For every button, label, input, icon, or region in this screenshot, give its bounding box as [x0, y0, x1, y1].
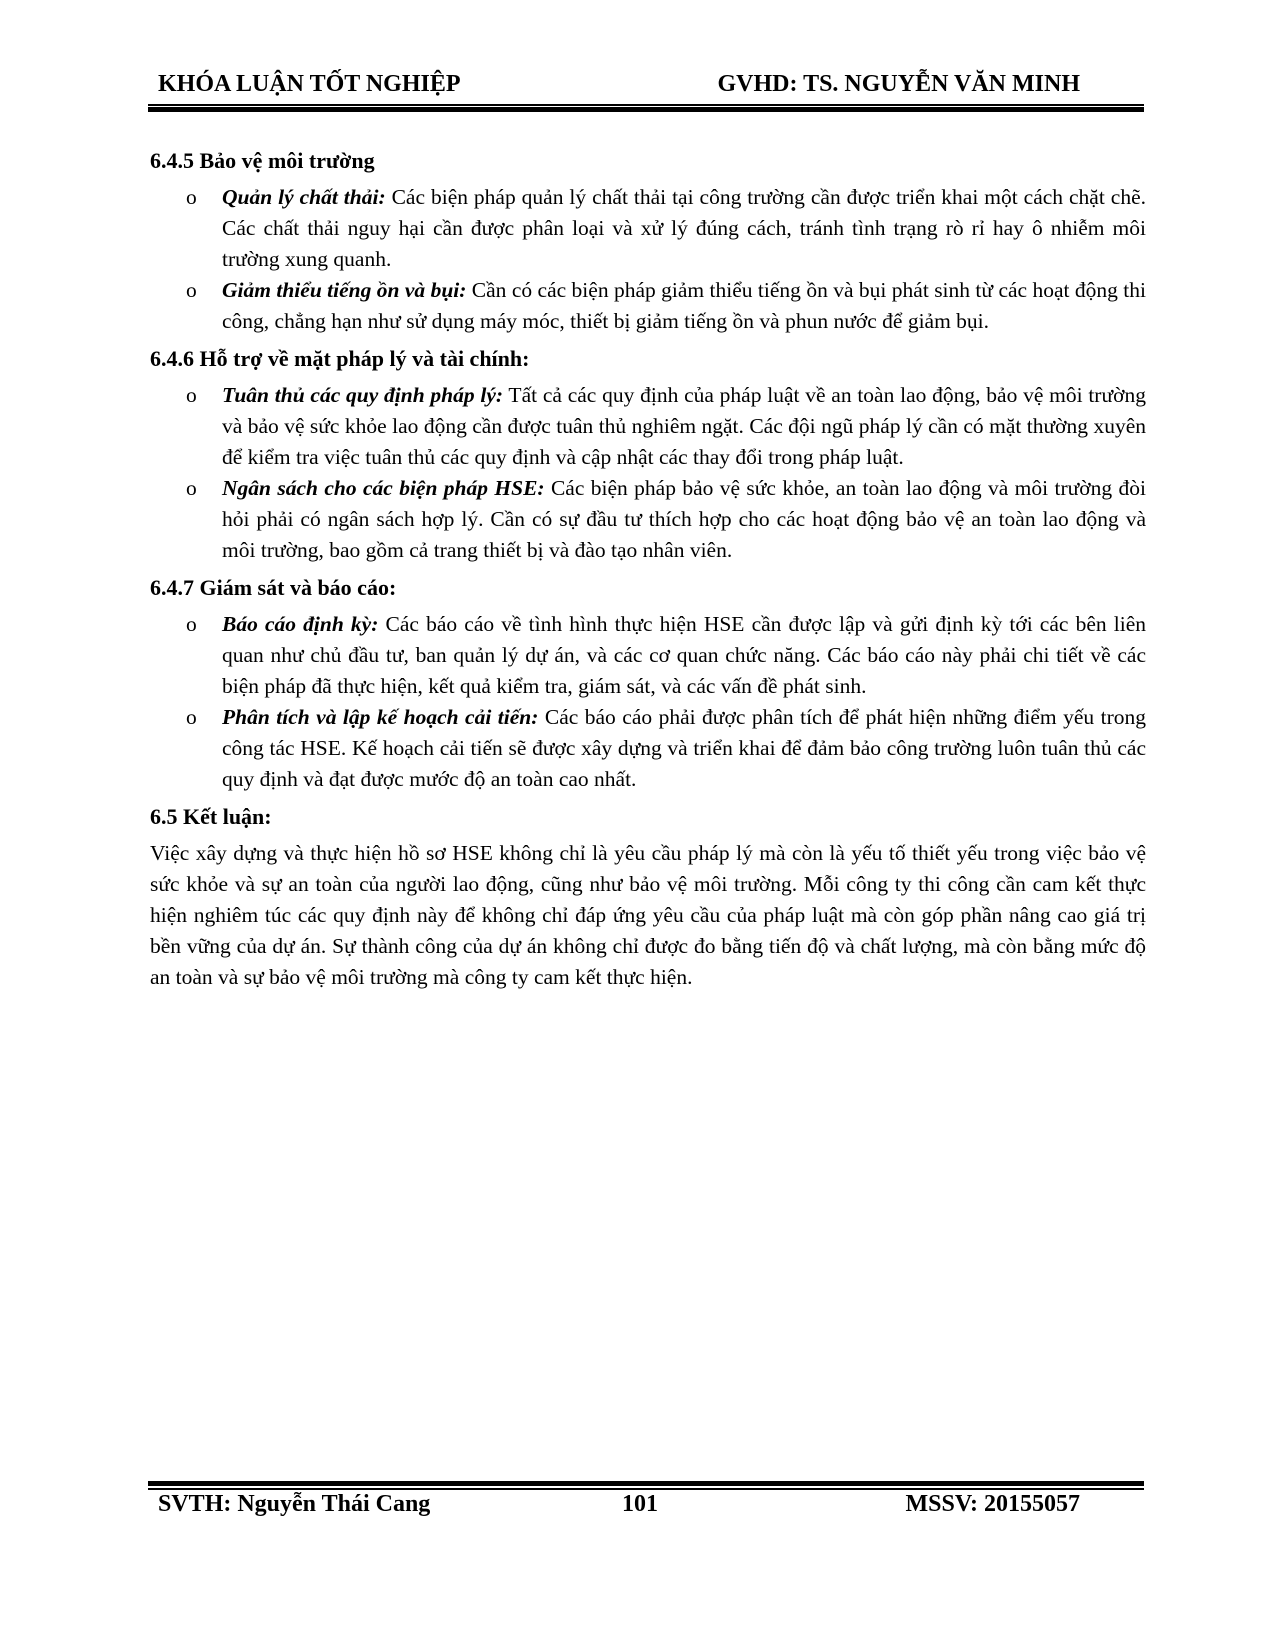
list-item — [150, 182, 1146, 275]
header-thesis-title: KHÓA LUẬN TỐT NGHIỆP — [158, 71, 461, 97]
page-number: 101 — [622, 1491, 658, 1517]
footer-rule-thick — [148, 1481, 1144, 1486]
footer-student-name: SVTH: Nguyễn Thái Cang — [158, 1491, 431, 1517]
section-6-4-5 — [150, 145, 1146, 337]
page-body — [150, 145, 1146, 999]
list-item — [150, 275, 1146, 337]
page-header — [150, 71, 1080, 101]
footer-rule-thin — [148, 1488, 1144, 1490]
item-term: Phân tích và lập kế hoạch cải tiến: — [222, 705, 539, 729]
header-rule-thin — [148, 104, 1144, 106]
item-text: Các báo cáo phải được phân tích để phát hiện những điểm yếu trong công tác HSE. Kế hoạch cải tiến sẽ được xây dựng và triển khai để đảm bảo công trường luôn tuân thủ các quy định và đạt được mước độ an toàn cao nhất. — [222, 705, 1146, 791]
bullet-list — [150, 380, 1146, 566]
header-rule-thick — [148, 107, 1144, 112]
bullet-circle-icon: o — [186, 612, 197, 636]
list-item — [150, 609, 1146, 702]
list-item — [150, 380, 1146, 473]
item-term: Ngân sách cho các biện pháp HSE: — [222, 476, 545, 500]
bullet-list — [150, 609, 1146, 795]
footer-student-id: MSSV: 20155057 — [905, 1491, 1080, 1517]
item-text: Tất cả các quy định của pháp luật về an toàn lao động, bảo vệ môi trường và bảo vệ sức khỏe lao động cần được tuân thủ nghiêm ngặt. Các đội ngũ pháp lý cần có mặt thường xuyên để kiểm tra việc tuân thủ các quy định và cập nhật các thay đổi trong pháp luật. — [222, 383, 1146, 469]
section-heading: 6.4.6 Hỗ trợ về mặt pháp lý và tài chính: — [150, 346, 530, 371]
bullet-circle-icon: o — [186, 383, 197, 407]
section-heading: 6.4.5 Bảo vệ môi trường — [150, 148, 375, 173]
section-6-4-7 — [150, 572, 1146, 795]
page-footer — [150, 1491, 1080, 1525]
section-heading: 6.5 Kết luận: — [150, 804, 272, 829]
section-6-5-conclusion — [150, 801, 1146, 993]
item-text: Các biện pháp quản lý chất thải tại công trường cần được triển khai một cách chặt chẽ. Các chất thải nguy hại cần được phân loại và xử lý đúng cách, tránh tình trạng rò rỉ hay ô nhiễm môi trường xung quanh. — [222, 185, 1146, 271]
section-6-4-6 — [150, 343, 1146, 566]
bullet-circle-icon: o — [186, 278, 197, 302]
header-advisor: GVHD: TS. NGUYỄN VĂN MINH — [717, 71, 1080, 97]
item-term: Tuân thủ các quy định pháp lý: — [222, 383, 504, 407]
item-term: Quản lý chất thải: — [222, 185, 386, 209]
item-text: Các biện pháp bảo vệ sức khỏe, an toàn lao động và môi trường đòi hỏi phải có ngân sách hợp lý. Cần có sự đầu tư thích hợp cho các hoạt động bảo vệ an toàn lao động và môi trường, bao gồm cả trang thiết bị và đào tạo nhân viên. — [222, 476, 1146, 562]
bullet-list — [150, 182, 1146, 337]
bullet-circle-icon: o — [186, 476, 197, 500]
list-item — [150, 702, 1146, 795]
item-term: Giảm thiểu tiếng ồn và bụi: — [222, 278, 467, 302]
item-text: Các báo cáo về tình hình thực hiện HSE cần được lập và gửi định kỳ tới các bên liên quan như chủ đầu tư, ban quản lý dự án, và các cơ quan chức năng. Các báo cáo này phải chi tiết về các biện pháp đã thực hiện, kết quả kiểm tra, giám sát, và các vấn đề phát sinh. — [222, 612, 1146, 698]
item-term: Báo cáo định kỳ: — [222, 612, 379, 636]
bullet-circle-icon: o — [186, 705, 197, 729]
bullet-circle-icon: o — [186, 185, 197, 209]
section-heading: 6.4.7 Giám sát và báo cáo: — [150, 575, 397, 600]
item-text: Cần có các biện pháp giảm thiểu tiếng ồn và bụi phát sinh từ các hoạt động thi công, chẳng hạn như sử dụng máy móc, thiết bị giảm tiếng ồn và phun nước để giảm bụi. — [222, 278, 1146, 333]
conclusion-paragraph: Việc xây dựng và thực hiện hồ sơ HSE không chỉ là yêu cầu pháp lý mà còn là yếu tố thiết yếu trong việc bảo vệ sức khỏe và sự an toàn của người lao động, cũng như bảo vệ môi trường. Mỗi công ty thi công cần cam kết thực hiện nghiêm túc các quy định này để không chỉ đáp ứng yêu cầu của pháp luật mà còn góp phần nâng cao giá trị bền vững của dự án. Sự thành công của dự án không chỉ được đo bằng tiến độ và chất lượng, mà còn bằng mức độ an toàn và sự bảo vệ môi trường mà công ty cam kết thực hiện. — [150, 841, 1146, 989]
list-item — [150, 473, 1146, 566]
